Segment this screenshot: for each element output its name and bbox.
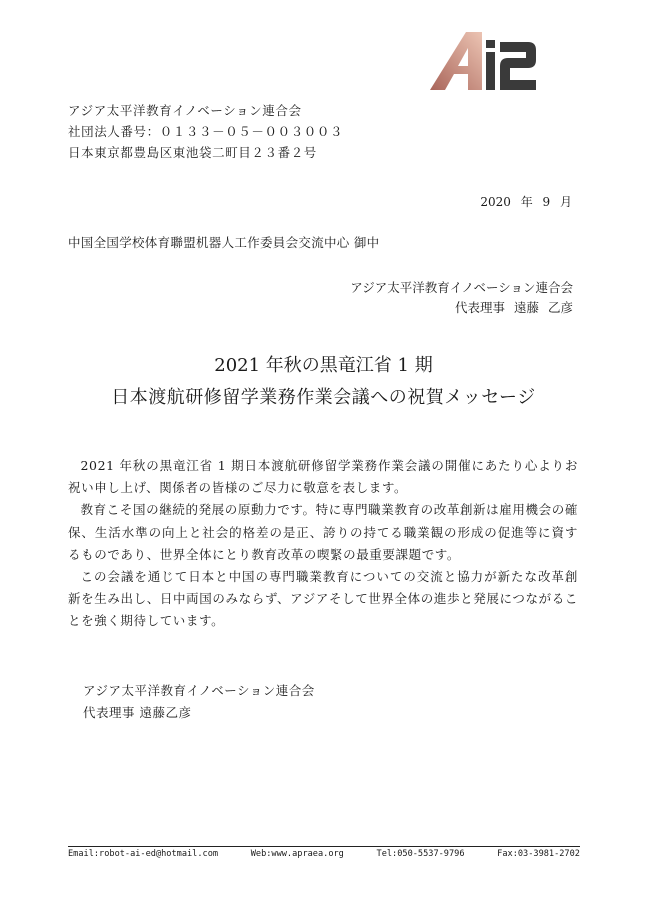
footer-email: Email:robot-ai-ed@hotmail.com (68, 849, 219, 859)
organization-name: アジア太平洋教育イノベーション連合会 (68, 103, 302, 118)
footer-tel: Tel:050-5537-9796 (376, 849, 465, 859)
footer-web: Web:www.apraea.org (250, 849, 344, 859)
sender-name: 代表理事 遠藤 乙彦 (455, 300, 573, 315)
body-paragraph: 教育こそ国の継続的発展の原動力です。特に専門職業教育の改革創新は雇用機会の確保、生活水準の向上と社会的格差の是正、誇りの持てる職業観の形成の促進等に資するものであり、世界全体にとり教育改革の喫緊の最重要課題です。 (68, 502, 578, 562)
closing-name: 代表理事 遠藤乙彦 (83, 705, 192, 720)
document-date: 2020 年 9 月 (480, 195, 572, 209)
logo-e-shape (500, 42, 536, 90)
closing-organization: アジア太平洋教育イノベーション連合会 (83, 683, 315, 698)
footer-fax: Fax:03-3981-2702 (497, 849, 580, 859)
logo-a-shape (430, 32, 482, 90)
title-line-1: 2021 年秋の黒竜江省 1 期 (214, 355, 433, 376)
sender-block (350, 278, 573, 318)
title-line-2: 日本渡航研修留学業務作業会議への祝賀メッセージ (111, 387, 536, 408)
logo-i-shape (486, 52, 495, 90)
message-body (68, 455, 578, 633)
organization-info (68, 100, 343, 163)
recipient: 中国全国学校体育聯盟机器人工作委員会交流中心 御中 (68, 235, 380, 250)
organization-address: 日本東京都豊島区東池袋二町目２３番２号 (68, 145, 317, 160)
organization-logo (428, 30, 538, 92)
sender-organization: アジア太平洋教育イノベーション連合会 (350, 280, 573, 295)
registration-number: 社団法人番号：０１３３－０５－００３００３ (68, 124, 344, 139)
footer-divider (68, 846, 580, 847)
closing-signature (83, 680, 315, 724)
footer-contact (68, 849, 580, 859)
body-paragraph: この会議を通じて日本と中国の専門職業教育についての交流と協力が新たな改革創新を生み出し、日中両国のみならず、アジアそして世界全体の進歩と発展につながることを強く期待しています。 (68, 569, 578, 629)
body-paragraph: 2021 年秋の黒竜江省 1 期日本渡航研修留学業務作業会議の開催にあたり心よりお祝い申し上げ、関係者の皆様のご尽力に敬意を表します。 (68, 458, 578, 496)
